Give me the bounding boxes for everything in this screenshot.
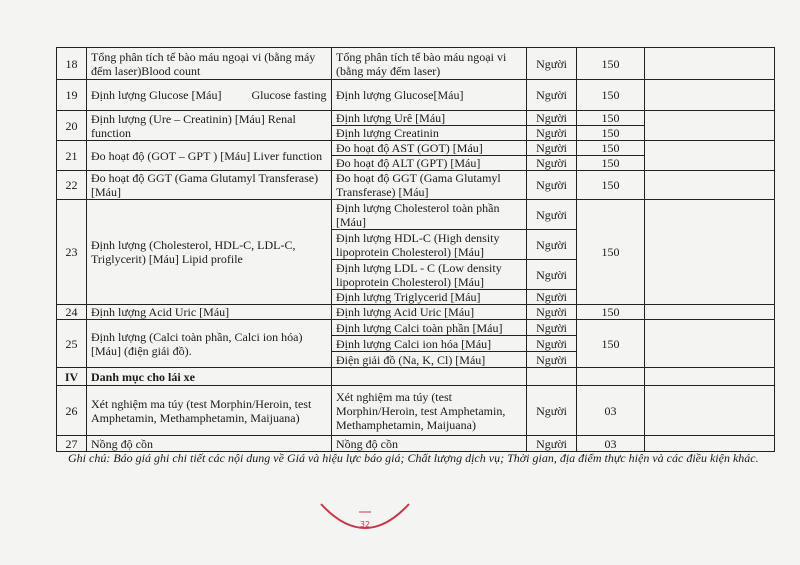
unit-cell: Người — [527, 80, 577, 111]
table-row — [57, 386, 775, 436]
seal-number: 32 — [359, 520, 371, 529]
service-name: Đo hoạt độ AST (GOT) [Máu] — [332, 141, 527, 156]
test-name: Định lượng Glucose [Máu] Glucose fasting — [87, 80, 332, 111]
price-cell: 150 — [577, 200, 645, 305]
table-row — [57, 305, 775, 320]
service-name: Tổng phân tích tế bào máu ngoại vi (bằng máy đếm laser) — [332, 48, 527, 80]
unit-cell: Người — [527, 260, 577, 290]
empty-cell — [527, 368, 577, 386]
row-number: 18 — [57, 48, 87, 80]
empty-cell — [645, 48, 775, 80]
price-cell: 150 — [577, 305, 645, 320]
empty-cell — [645, 320, 775, 368]
price-cell: 150 — [577, 320, 645, 368]
empty-cell — [645, 368, 775, 386]
price-cell: 150 — [577, 171, 645, 200]
row-number: 25 — [57, 320, 87, 368]
price-cell: 150 — [577, 156, 645, 171]
service-name: Định lượng Calci toàn phần [Máu] — [332, 320, 527, 336]
test-name: Nồng độ cồn — [87, 436, 332, 452]
unit-cell: Người — [527, 320, 577, 336]
empty-cell — [645, 386, 775, 436]
test-name: Tổng phân tích tế bào máu ngoại vi (bằng máy đếm laser)Blood count — [87, 48, 332, 80]
row-number: 27 — [57, 436, 87, 452]
row-number: 23 — [57, 200, 87, 305]
test-name: Định lượng (Calci toàn phần, Calci ion hóa) [Máu] (điện giải đồ). — [87, 320, 332, 368]
empty-cell — [645, 111, 775, 141]
price-cell: 150 — [577, 141, 645, 156]
service-name: Định lượng Creatinin — [332, 126, 527, 141]
test-name: Xét nghiệm ma túy (test Morphin/Heroin, test Amphetamin, Methamphetamin, Maijuana) — [87, 386, 332, 436]
table-row — [57, 200, 775, 230]
row-number: 19 — [57, 80, 87, 111]
row-number: 24 — [57, 305, 87, 320]
unit-cell: Người — [527, 352, 577, 368]
section-title: Danh mục cho lái xe — [87, 368, 332, 386]
unit-cell: Người — [527, 230, 577, 260]
unit-cell: Người — [527, 290, 577, 305]
service-name: Định lượng Glucose[Máu] — [332, 80, 527, 111]
unit-cell: Người — [527, 171, 577, 200]
table-row — [57, 80, 775, 111]
price-table — [56, 47, 775, 452]
service-name: Định lượng HDL-C (High density lipoprotein Cholesterol) [Máu] — [332, 230, 527, 260]
service-name: Định lượng Urê [Máu] — [332, 111, 527, 126]
unit-cell: Người — [527, 141, 577, 156]
row-number: 26 — [57, 386, 87, 436]
empty-cell — [645, 200, 775, 305]
service-name: Định lượng Cholesterol toàn phần [Máu] — [332, 200, 527, 230]
price-cell: 150 — [577, 80, 645, 111]
test-name: Định lượng Acid Uric [Máu] — [87, 305, 332, 320]
service-name: Đo hoạt độ GGT (Gama Glutamyl Transferase) [Máu] — [332, 171, 527, 200]
row-number: 21 — [57, 141, 87, 171]
empty-cell — [645, 305, 775, 320]
table-row — [57, 320, 775, 336]
row-number: 20 — [57, 111, 87, 141]
stamp-seal-icon — [315, 500, 415, 540]
empty-cell — [645, 141, 775, 171]
empty-cell — [645, 171, 775, 200]
service-name: Định lượng Triglycerid [Máu] — [332, 290, 527, 305]
row-number: 22 — [57, 171, 87, 200]
test-name: Định lượng (Cholesterol, HDL-C, LDL-C, Triglycerit) [Máu] Lipid profile — [87, 200, 332, 305]
price-cell: 03 — [577, 436, 645, 452]
unit-cell: Người — [527, 305, 577, 320]
unit-cell: Người — [527, 200, 577, 230]
test-name: Định lượng (Ure – Creatinin) [Máu] Renal function — [87, 111, 332, 141]
price-cell: 03 — [577, 386, 645, 436]
price-cell: 150 — [577, 126, 645, 141]
service-name: Xét nghiệm ma túy (test Morphin/Heroin, test Amphetamin, Methamphetamin, Maijuana) — [332, 386, 527, 436]
table-row — [57, 111, 775, 126]
empty-cell — [577, 368, 645, 386]
empty-cell — [645, 80, 775, 111]
table-row — [57, 141, 775, 156]
table-row — [57, 171, 775, 200]
footnote: Ghi chú: Báo giá ghi chi tiết các nội dung về Giá và hiệu lực báo giá; Chất lượng dịch vụ; Thời gian, địa điểm thực hiện và các điều kiện khác. — [68, 451, 759, 465]
price-cell: 150 — [577, 48, 645, 80]
service-name: Điện giải đồ (Na, K, Cl) [Máu] — [332, 352, 527, 368]
unit-cell: Người — [527, 156, 577, 171]
service-name: Định lượng Calci ion hóa [Máu] — [332, 336, 527, 352]
unit-cell: Người — [527, 436, 577, 452]
empty-cell — [332, 368, 527, 386]
table-row — [57, 48, 775, 80]
service-name: Nồng độ cồn — [332, 436, 527, 452]
test-name: Đo hoạt độ GGT (Gama Glutamyl Transferase) [Máu] — [87, 171, 332, 200]
unit-cell: Người — [527, 336, 577, 352]
price-cell: 150 — [577, 111, 645, 126]
unit-cell: Người — [527, 386, 577, 436]
service-name: Đo hoạt độ ALT (GPT) [Máu] — [332, 156, 527, 171]
service-name: Định lượng LDL - C (Low density lipoprotein Cholesterol) [Máu] — [332, 260, 527, 290]
section-number: IV — [57, 368, 87, 386]
unit-cell: Người — [527, 126, 577, 141]
unit-cell: Người — [527, 111, 577, 126]
unit-cell: Người — [527, 48, 577, 80]
service-name: Định lượng Acid Uric [Máu] — [332, 305, 527, 320]
section-row — [57, 368, 775, 386]
test-name: Đo hoạt độ (GOT – GPT ) [Máu] Liver function — [87, 141, 332, 171]
